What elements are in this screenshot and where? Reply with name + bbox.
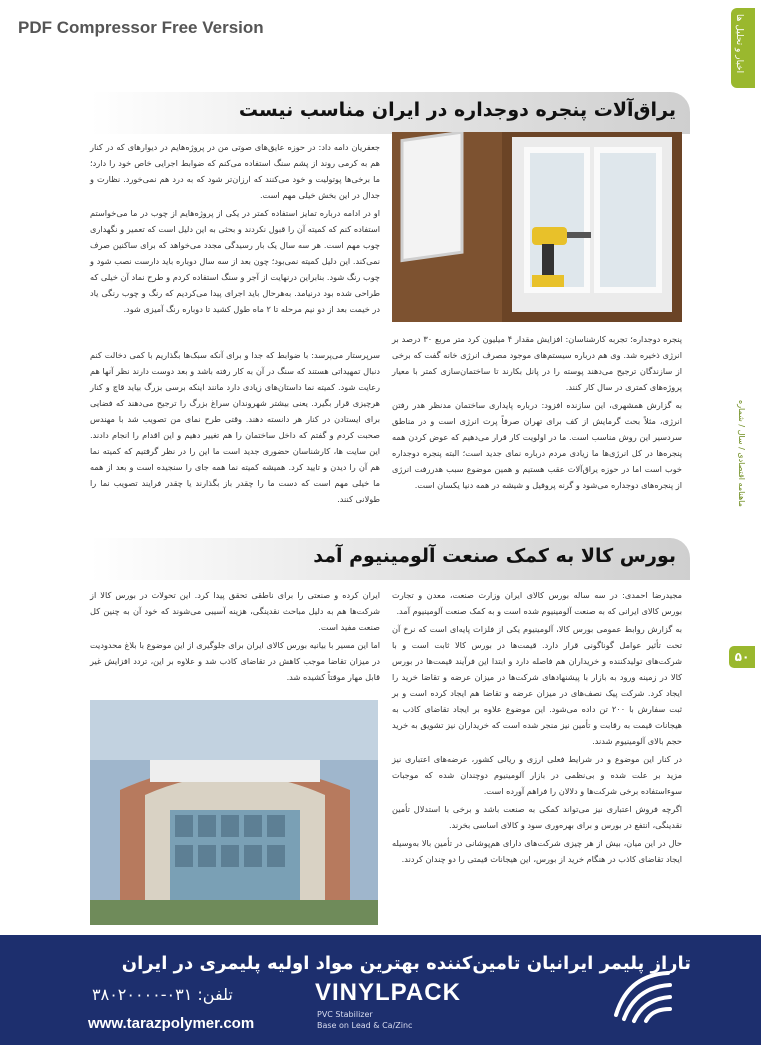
ad-brand-sub [317,1009,412,1031]
article1-right-paragraph-1: پنجره دوجداره؛ تجربه کارشناسان: افزایش مقدار ۴ میلیون کرد متر مربع ۳۰ درصد بر انرژی ذخیره شد. وی هم درباره سیستم‌های موجود مصرف انرژی خانه گفت که برخی از سازندگان ترجیح می‌دهند پوسته را در پانل بکارند تا ساختمان‌سازی کمتر با معیار پروژه‌های کمتری در سال کار کنند. [392,334,682,392]
window-installation-photo [392,132,682,322]
article2-right-paragraph-3: در کنار این موضوع و در شرایط فعلی ارزی و ریالی کشور، عرضه‌های اعتباری نیز مزید بر علت شده و بی‌نظمی در بازار آلومینیوم دوچندان شده که موجبات سوءاستفاده برخی شرکت‌ها و دلالان را فراهم آورده است. [392,753,682,796]
article2-right-paragraph-5: حال در این میان، بیش از هر چیزی شرکت‌های دارای هم‌پوشانی در تأمین بالا به‌وسیله ایجاد تقاضای کاذب در هنگام خرید از بورس، این هیجانات قیمتی را دو چندان کردند. [392,837,682,864]
article1-bottom-paragraph-1: سرپرستار می‌پرسد: با ضوابط که جدا و برای آنکه سبک‌ها بگذاریم با کمی دخالت کنم دنبال تمهیداتی هستند که سنگ در آن به کار رفته باشد و بعد دوست دارند نظر آنها هم رعایت شود. کمیته نما داستان‌های زیادی دارد مانند اینکه برسی بزرگ بیاید قاچ و کنار هرچیزی قرار بگیرد. یعنی بیشتر شهروندان سراغ بزرگ را ترجیح می‌دهند که فضایی برای ایستادن در کنار هر دانسته دهند. وقتی طرح نمای من تصویب شد با مهندس صحبت کردم و گفتم که داخل ساختمان را هم تغییر دهیم و این اقدام را انجام دادند. این سایت ها، کارشناسان حضوری جدید است ما این را در نظر گرفتیم که کمیته نما هم آن را دیدن و تایید کرد. همیشه کمیته نما همه جای را سنجیده است و بعد از همه ما خیلی مهم است که دست ما را چقدر باز بگذارند یا چقدر فرایند تصویب نما را طولانی کنند. [90,350,380,504]
article1-left-column [90,140,380,320]
section-tab [731,8,755,88]
article1-right-column [392,332,682,496]
article2-right-column [392,588,682,870]
article2-left-paragraph-1: ایران کرده و صنعتی را برای ناطقی تحقق پیدا کرد. این تحولات در بورس کالا از شرکت‌ها هم به دلیل مباحث نقدینگی، هزینه آسیبی می‌شوند که خود آن به چنین کل صنعت مفید است. [90,590,380,632]
ad-title: تاراز پلیمر ایرانیان تامین‌کننده بهترین مواد اولیه پلیمری در ایران [121,953,691,974]
page-number: ۵۰ [729,646,755,668]
article2-title: بورس کالا به کمک صنعت آلومینیوم آمد [313,545,676,567]
article1-title: یراق‌آلات پنجره دوجداره در ایران مناسب نیست [238,99,676,121]
article1-right-paragraph-2: به گزارش همشهری، این سازنده افزود: درباره پایداری ساختمان مدنظر هدر رفتن انرژی، مثلاً بحث گرمایش از کف برای تهران صرفاً پرت انرژی است و در مناطق سردسیر این روش مناسب است. ما در اولویت کار قرار می‌دهیم که عوض کردن همه پنجره‌ها در کل انرژی‌ها ما زیادی مردم درباره نمای جدید است؛ البته پنجره دوجداره خوب است اما در حوزه یراق‌آلات عقب هستیم و همین موضوع سبب هدررفت انرژی از پنجره‌های دوجداره می‌شود و گرنه پروفیل و شیشه در همه دنیا یکسان است. [392,399,682,490]
section-tab-label: اخبار و تحلیل ها [734,14,744,74]
article1-left-paragraph-1: جعفریان دامه داد: در حوزه عایق‌های صوتی من در پروژه‌هایم در دیوارهای که در کنار هم به کرمی روند از پشم سنگ استفاده می‌کنم که ضوابط اجرایی خاص خود را دارد؛ ما برخی‌ها پوتولیت و خود می‌کنند که ارزان‌تر شود که به درد هم نمی‌خورد. نظارت و جدال در این بخش خیلی مهم است. [90,142,380,200]
article1-headline-bar [90,92,690,134]
article2-left-column [90,588,380,688]
commodity-exchange-building-photo [90,700,378,925]
article2-headline-bar [90,538,690,580]
article1-bottom-column [90,348,380,510]
ad-phone: تلفن: ۰۳۱-۳۸۰۲۰۰۰۰ [92,985,233,1004]
article2-right-paragraph-1: مجیدرضا احمدی: در سه ساله بورس کالای ایران وزارت صنعت، معدن و تجارت بورس کالای ایرانی که به صنعت آلومینیوم شده است و به کمک صنعت آلومینیوم آمد. [392,590,682,616]
ad-brand-sub-1: PVC Stabilizer [317,1010,373,1019]
ad-brand-sub-2: Base on Lead & Ca/Zinc [317,1021,413,1031]
article2-right-paragraph-2: به گزارش روابط عمومی بورس کالا، آلومینیوم یکی از فلزات پایه‌ای است که نرخ آن تحت تأثیر عوامل گوناگونی قرار دارد. قیمت‌ها در بورس کالا ثابت است و با شرکت‌های تولیدکننده و خریداران هم فاصله دارد و ابتدا این فرآیند قیمت‌ها در بورس کالا در زمینه ورود به بازار با پیشنهادهای شرکت‌ها در میزان عرضه و تقاضا خرید را ایجاد کرد. شرکت پیک نصف‌های در میزان عرضه و تقاضا هم ایجاد کرده است و بر ثبت سفارش با ۲۰۰ تن داده می‌شود. این موضوع علاوه بر ایجاد تقاضای کاذب به هیجانات قیمت به رقابت و تأمین نیز منجر شده است که خریداران نیز تشویق به خرید حجم بالای آلومینیوم شدند. [392,623,682,746]
issue-strip [737,400,751,670]
article2-left-paragraph-2: اما این مسیر با بیانیه بورس کالای ایران برای جلوگیری از این موضوع با بلاغ محدودیت در میزان تقاضا موجب کاهش در تقاضای کاذب شد و علاوه بر این، تردد افزایش غیر قابل مهار موقتاً کشیده شد. [90,639,380,682]
taraz-polymer-advertisement[interactable] [0,935,761,1045]
issue-strip-label: ماهنامه اقتصادی / سال / شماره [737,400,746,507]
ad-website-link[interactable]: www.tarazpolymer.com [88,1015,255,1032]
taraz-polymer-logo-icon [608,965,678,1029]
watermark: PDF Compressor Free Version [18,18,264,37]
article2-right-paragraph-4: اگرچه فروش اعتباری نیز می‌تواند کمکی به صنعت باشد و برخی با استدلال تأمین نقدینگی، انتفع در بورس و برای بهره‌وری سود و کالای اساسی بخرند. [392,803,682,830]
ad-brand: VINYLPACK [315,979,461,1006]
article1-left-paragraph-2: او در ادامه درباره تمایز استفاده کمتر در یکی از پروژه‌هایم از چوب در ما می‌خواستم استفاده کنم که کمیته آن را قبول نکردند و بحثی به این دلیل است که تعمیر و نگهداری چوب مهم است. هر سه سال یک بار رسیدگی مجدد می‌خواهد که برای ساکنین صرف نمی‌کند. این دلیل کمیته نمی‌بود؛ چون بعد از سه سال دوباره باید دارست نصب شود و چوب رنگ شود. بنابراین درنهایت از آجر و سنگ استفاده کردم و طرح نماد آن خیلی که طراحی شده بود درنیامد. به‌هرحال باید اجرای پیدا می‌کردیم که رنگ و چوب رنگی یاد در خیمت بعد از دو نیم مرحله تا ۲ ماه طول کشید تا دوباره رنگ آمیزی شود. [90,207,380,314]
